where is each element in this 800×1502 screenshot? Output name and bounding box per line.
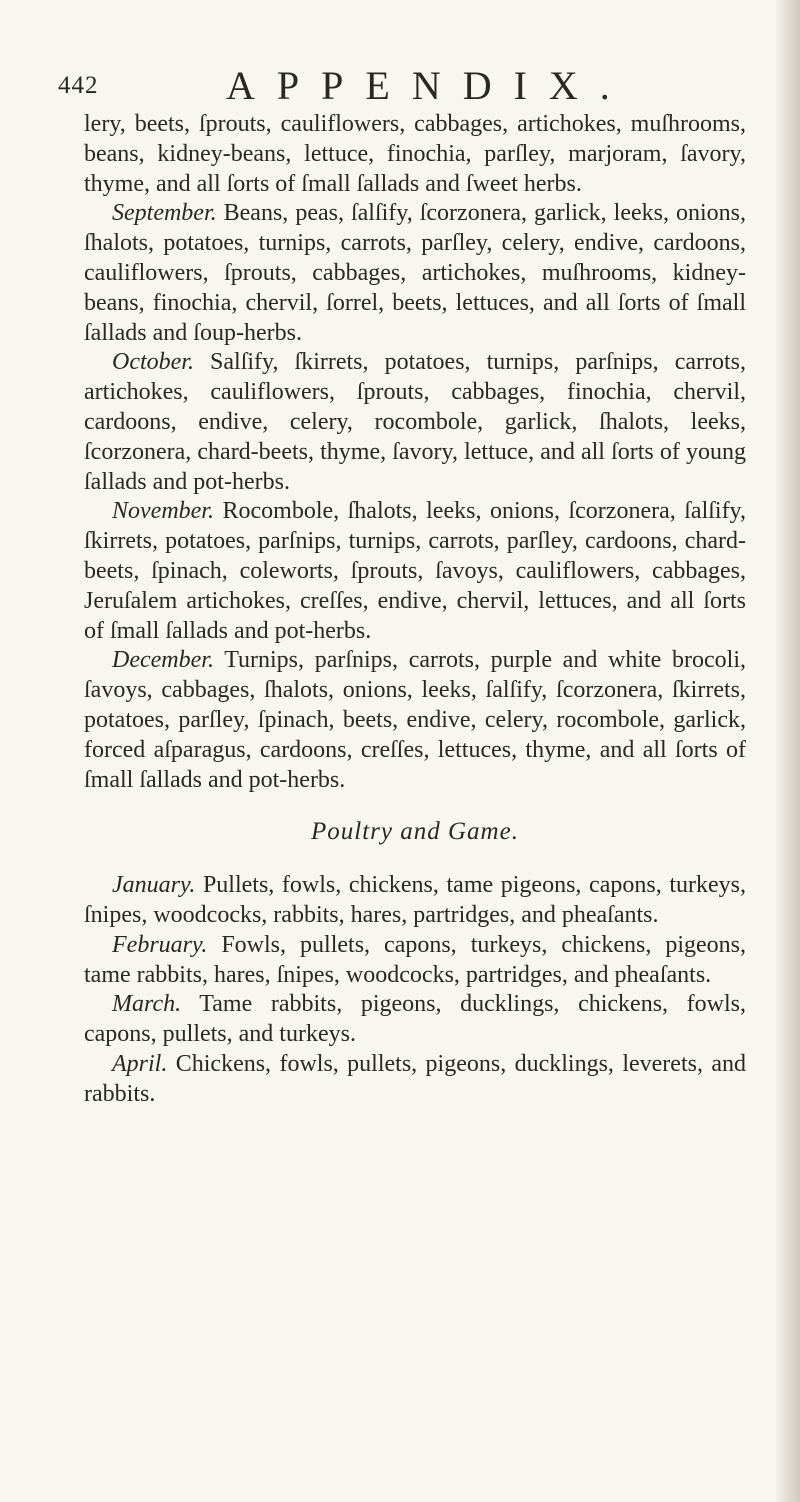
month-text: Rocombole, ſhalots, leeks, onions, ſcorzonera, ſalſify, ſkirrets, potatoes, parſnips, turnips, carrots, parſley, cardoons, chard-beets, ſpinach, coleworts, ſprouts, ſavoys, cauliflowers, cabbages, Jeruſalem artichokes, creſſes, endive, chervil, lettuces, and all ſorts of ſmall ſallads and pot-herbs. (84, 498, 746, 644)
month-paragraph-september (84, 199, 746, 348)
body-text (84, 110, 746, 1110)
month-label: December. (112, 647, 214, 674)
page-number: 442 (58, 72, 99, 99)
poultry-paragraph-january (84, 871, 746, 931)
month-label: February. (112, 931, 208, 958)
month-text: Salſify, ſkirrets, potatoes, turnips, parſnips, carrots, artichokes, cauliflowers, ſprouts, cabbages, finochia, chervil, cardoons, endive, celery, rocombole, garlick, ſhalots, leeks, ſcorzonera, chard-beets, thyme, ſavory, lettuce, and all ſorts of young ſallads and pot-herbs. (84, 349, 746, 495)
month-label: March. (112, 991, 182, 1018)
month-text: Pullets, fowls, chickens, tame pigeons, capons, turkeys, ſnipes, woodcocks, rabbits, hares, partridges, and pheaſants. (84, 872, 746, 928)
poultry-paragraph-april (84, 1050, 746, 1110)
month-text: Chickens, fowls, pullets, pigeons, ducklings, leverets, and rabbits. (84, 1050, 746, 1107)
month-paragraph-december (84, 646, 746, 795)
month-label: October. (112, 349, 194, 376)
running-head: APPENDIX. (226, 63, 632, 108)
month-text: Tame rabbits, pigeons, ducklings, chickens, fowls, capons, pullets, and turkeys. (84, 991, 746, 1048)
poultry-paragraph-february (84, 931, 746, 991)
month-text: Turnips, parſnips, carrots, purple and white brocoli, ſavoys, cabbages, ſhalots, onions, leeks, ſalſify, ſcorzonera, ſkirrets, potatoes, parſley, ſpinach, beets, endive, celery, rocombole, garlick, forced aſparagus, cardoons, creſſes, lettuces, thyme, and all ſorts of ſmall ſallads and pot-herbs. (84, 647, 746, 793)
month-paragraph-november (84, 497, 746, 646)
month-paragraph-october (84, 348, 746, 497)
month-text: Beans, peas, ſalſify, ſcorzonera, garlick, leeks, onions, ſhalots, potatoes, turnips, carrots, parſley, celery, endive, cardoons, cauliflowers, ſprouts, cabbages, artichokes, muſhrooms, kidney-beans, finochia, chervil, ſorrel, beets, lettuces, and all ſorts of ſmall ſallads and ſoup-herbs. (84, 200, 746, 346)
month-label: April. (112, 1050, 168, 1077)
section-heading: Poultry and Game. (311, 818, 519, 846)
page-edge-shadow (776, 0, 800, 1502)
month-label: September. (112, 200, 217, 227)
page-header (58, 60, 758, 110)
month-label: January. (112, 872, 196, 899)
month-label: November. (112, 498, 214, 525)
poultry-paragraph-march (84, 990, 746, 1050)
month-text: Fowls, pullets, capons, turkeys, chickens, pigeons, tame rabbits, hares, ſnipes, woodcocks, partridges, and pheaſants. (84, 931, 746, 988)
continuation-paragraph: lery, beets, ſprouts, cauliflowers, cabbages, artichokes, muſhrooms, beans, kidney-beans, lettuce, finochia, parſley, marjoram, ſavory, thyme, and all ſorts of ſmall ſallads and ſweet herbs. (84, 111, 746, 197)
